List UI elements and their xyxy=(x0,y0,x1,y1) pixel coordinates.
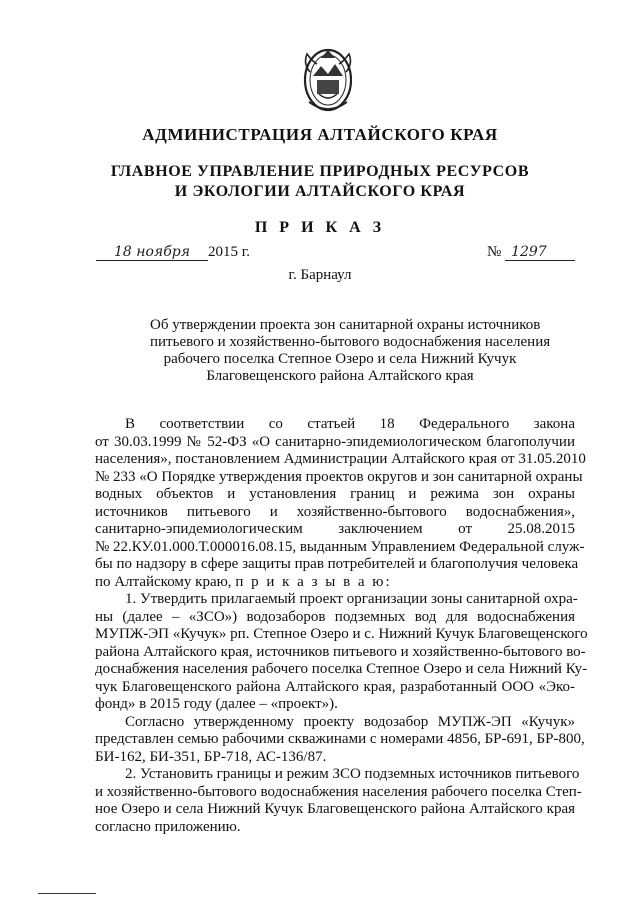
body-line: бы по надзору в сфере защиты прав потребителей и благополучия человека xyxy=(95,556,579,572)
body-line: № 22.КУ.01.000.Т.000016.08.15, выданным Управлением Федеральной служ- xyxy=(95,538,585,555)
body-line: МУПЖ-ЭП «Кучук» рп. Степное Озеро и с. Нижний Кучук Благовещенского xyxy=(95,626,588,642)
date-handwritten: 18 ноября xyxy=(96,244,208,261)
body-line: В соответствии со статьей 18 Федерального закона xyxy=(125,416,575,432)
body-line: района Алтайского края, источников питьевого и хозяйственно-бытового во- xyxy=(95,643,586,660)
body-line: согласно приложению. xyxy=(95,818,241,835)
body-line: Согласно утвержденному проекту водозабор МУПЖ-ЭП «Кучук» xyxy=(125,713,575,730)
department-name-line1: ГЛАВНОЕ УПРАВЛЕНИЕ ПРИРОДНЫХ РЕСУРСОВ xyxy=(110,163,530,180)
body-line: представлен семью рабочими скважинами с номерами 4856, БР-691, БР-800, xyxy=(95,731,585,747)
document-body xyxy=(95,416,588,836)
footnote-separator xyxy=(38,893,96,894)
city: г. Барнаул xyxy=(288,267,352,283)
body-line: ны (далее – «ЗСО») водозаборов подземных вод для водоснабжения xyxy=(95,608,575,625)
number-handwritten: 1297 xyxy=(505,244,575,261)
body-text: по Алтайскому краю, xyxy=(95,573,232,590)
body-line: БИ-162, БИ-351, БР-718, АС-136/87. xyxy=(95,748,327,765)
body-line: водных объектов и установления границ и режима зон охраны xyxy=(95,486,575,502)
date-year: 2015 г. xyxy=(208,244,250,260)
organization-name: АДМИНИСТРАЦИЯ АЛТАЙСКОГО КРАЯ xyxy=(142,125,498,144)
subject-line: рабочего поселка Степное Озеро и села Нижний Кучук xyxy=(163,351,517,367)
body-line: чук Благовещенского района Алтайского края, разработанный ООО «Эко- xyxy=(95,678,575,695)
body-line: санитарно-эпидемиологическим заключением от 25.08.2015 xyxy=(95,521,575,537)
coat-of-arms-icon xyxy=(297,44,359,116)
body-line: доснабжения населения рабочего поселка Степное Озеро и села Нижний Ку- xyxy=(95,661,588,677)
department-name-line2: И ЭКОЛОГИИ АЛТАЙСКОГО КРАЯ xyxy=(174,183,466,200)
body-line: от 30.03.1999 № 52-ФЗ «О санитарно-эпидемиологическом благополучии xyxy=(95,433,575,450)
subject-line: Об утверждении проекта зон санитарной охраны источников xyxy=(150,317,541,333)
date-field xyxy=(96,244,250,261)
body-line: № 233 «О Порядке утверждения проектов округов и зон санитарной охраны xyxy=(95,468,583,485)
subject-line: Благовещенского района Алтайского края xyxy=(206,368,474,384)
body-line: 1. Утвердить прилагаемый проект организации зоны санитарной охра- xyxy=(125,591,578,607)
body-line: источников питьевого и хозяйственно-бытового водоснабжения», xyxy=(95,503,575,520)
body-line: и хозяйственно-бытового водоснабжения населения рабочего поселка Степ- xyxy=(95,783,582,800)
document-type: П Р И К А З xyxy=(254,219,386,236)
body-line xyxy=(95,574,575,592)
body-line: 2. Установить границы и режим ЗСО подземных источников питьевого xyxy=(125,766,580,782)
body-line: населения», постановлением Администрации Алтайского края от 31.05.2010 xyxy=(95,451,586,467)
subject-line: питьевого и хозяйственно-бытового водоснабжения населения xyxy=(150,334,551,350)
number-prefix: № xyxy=(487,244,502,260)
body-line: ное Озеро и села Нижний Кучук Благовещенского района Алтайского края xyxy=(95,801,575,817)
document-subject xyxy=(150,317,551,385)
body-line: фонд» в 2015 году (далее – «проект»). xyxy=(95,696,338,712)
orders-word: п р и к а з ы в а ю: xyxy=(235,573,392,590)
number-field xyxy=(487,244,575,261)
